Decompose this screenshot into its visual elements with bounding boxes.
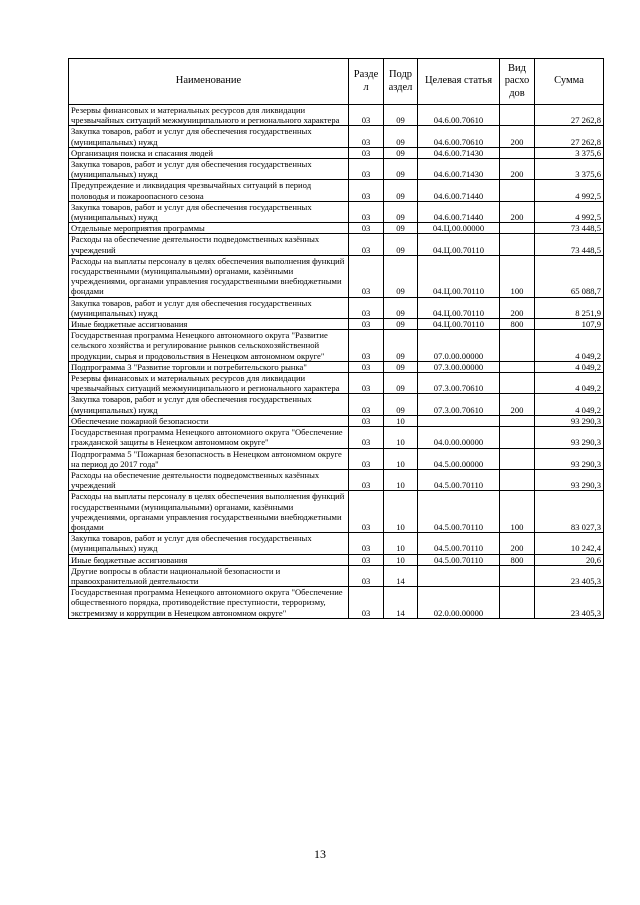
row-subsection: 14 [384, 587, 418, 619]
row-name: Государственная программа Ненецкого автономного округа "Обеспечение гражданской защиты в Ненецком автономном округе" [69, 427, 349, 448]
header-subsection: Подр аздел [384, 59, 418, 105]
row-subsection: 09 [384, 201, 418, 222]
page-number: 13 [314, 847, 326, 861]
row-target: 04.5.00.70110 [418, 491, 500, 533]
row-sum: 4 992,5 [535, 201, 604, 222]
row-expense-type [500, 587, 535, 619]
row-name: Расходы на выплаты персоналу в целях обеспечения выполнения функций государственными (муниципальными) органами, казёнными учреждениями, органами управления государственными внебюджетными фондами [69, 255, 349, 297]
table-row [69, 361, 604, 372]
table-row [69, 147, 604, 158]
row-section: 03 [349, 180, 384, 201]
row-sum: 27 262,8 [535, 126, 604, 147]
row-target: 07.3.00.70610 [418, 373, 500, 394]
row-expense-type: 200 [500, 297, 535, 318]
row-expense-type: 100 [500, 491, 535, 533]
row-subsection: 09 [384, 373, 418, 394]
row-sum: 4 049,2 [535, 373, 604, 394]
row-name: Расходы на обеспечение деятельности подведомственных казённых учреждений [69, 469, 349, 490]
row-sum: 4 049,2 [535, 361, 604, 372]
row-section: 03 [349, 126, 384, 147]
row-name: Закупка товаров, работ и услуг для обеспечения государственных (муниципальных) нужд [69, 159, 349, 180]
table-header [69, 59, 604, 105]
row-sum: 73 448,5 [535, 234, 604, 255]
row-subsection: 09 [384, 223, 418, 234]
row-section: 03 [349, 159, 384, 180]
row-section: 03 [349, 448, 384, 469]
row-subsection: 09 [384, 159, 418, 180]
row-section: 03 [349, 330, 384, 362]
row-expense-type: 200 [500, 394, 535, 415]
row-expense-type [500, 234, 535, 255]
row-name: Закупка товаров, работ и услуг для обеспечения государственных (муниципальных) нужд [69, 297, 349, 318]
row-subsection: 09 [384, 297, 418, 318]
table-row [69, 415, 604, 426]
row-section: 03 [349, 297, 384, 318]
row-subsection: 09 [384, 394, 418, 415]
row-target: 04.Ц.00.70110 [418, 297, 500, 318]
table-row [69, 223, 604, 234]
row-name: Организация поиска и спасания людей [69, 147, 349, 158]
table-row [69, 105, 604, 126]
row-section: 03 [349, 415, 384, 426]
row-subsection: 09 [384, 126, 418, 147]
row-target: 04.5.00.70110 [418, 554, 500, 565]
row-sum: 20,6 [535, 554, 604, 565]
row-subsection: 10 [384, 491, 418, 533]
row-expense-type: 200 [500, 126, 535, 147]
row-name: Обеспечение пожарной безопасности [69, 415, 349, 426]
row-section: 03 [349, 587, 384, 619]
row-target: 04.0.00.00000 [418, 427, 500, 448]
table-row [69, 330, 604, 362]
row-name: Закупка товаров, работ и услуг для обеспечения государственных (муниципальных) нужд [69, 201, 349, 222]
header-name: Наименование [69, 59, 349, 105]
row-subsection: 10 [384, 554, 418, 565]
table-row [69, 394, 604, 415]
row-sum: 4 049,2 [535, 330, 604, 362]
row-name: Подпрограмма 5 "Пожарная безопасность в Ненецком автономном округе на период до 2017 года" [69, 448, 349, 469]
row-name: Закупка товаров, работ и услуг для обеспечения государственных (муниципальных) нужд [69, 126, 349, 147]
budget-table [68, 58, 604, 619]
row-section: 03 [349, 223, 384, 234]
table-row [69, 180, 604, 201]
row-sum: 3 375,6 [535, 147, 604, 158]
row-sum: 93 290,3 [535, 469, 604, 490]
row-target: 04.6.00.70610 [418, 105, 500, 126]
row-name: Расходы на выплаты персоналу в целях обеспечения выполнения функций государственными (муниципальными) органами, казёнными учреждениями, органами управления государственными внебюджетными фондами [69, 491, 349, 533]
row-target: 07.0.00.00000 [418, 330, 500, 362]
row-section: 03 [349, 373, 384, 394]
row-section: 03 [349, 147, 384, 158]
table-row [69, 201, 604, 222]
row-target: 04.6.00.71430 [418, 159, 500, 180]
row-name: Закупка товаров, работ и услуг для обеспечения государственных (муниципальных) нужд [69, 394, 349, 415]
row-subsection: 09 [384, 105, 418, 126]
row-target: 04.Ц.00.70110 [418, 319, 500, 330]
row-sum: 83 027,3 [535, 491, 604, 533]
row-name: Иные бюджетные ассигнования [69, 554, 349, 565]
row-expense-type: 800 [500, 319, 535, 330]
table-row [69, 565, 604, 586]
row-sum: 93 290,3 [535, 448, 604, 469]
row-subsection: 10 [384, 469, 418, 490]
table-row [69, 297, 604, 318]
row-expense-type [500, 147, 535, 158]
row-expense-type [500, 415, 535, 426]
row-sum: 3 375,6 [535, 159, 604, 180]
row-name: Закупка товаров, работ и услуг для обеспечения государственных (муниципальных) нужд [69, 533, 349, 554]
row-subsection: 09 [384, 180, 418, 201]
row-section: 03 [349, 319, 384, 330]
row-expense-type [500, 105, 535, 126]
row-section: 03 [349, 491, 384, 533]
row-target: 04.Ц.00.00000 [418, 223, 500, 234]
row-subsection: 10 [384, 448, 418, 469]
row-expense-type: 800 [500, 554, 535, 565]
row-sum: 93 290,3 [535, 427, 604, 448]
row-sum: 23 405,3 [535, 565, 604, 586]
row-expense-type [500, 373, 535, 394]
table-row [69, 255, 604, 297]
row-sum: 4 992,5 [535, 180, 604, 201]
row-name: Расходы на обеспечение деятельности подведомственных казённых учреждений [69, 234, 349, 255]
row-expense-type [500, 330, 535, 362]
row-target: 04.5.00.00000 [418, 448, 500, 469]
row-target: 07.3.00.00000 [418, 361, 500, 372]
row-section: 03 [349, 554, 384, 565]
row-target: 04.5.00.70110 [418, 469, 500, 490]
row-sum: 8 251,9 [535, 297, 604, 318]
row-target [418, 415, 500, 426]
row-sum: 93 290,3 [535, 415, 604, 426]
row-target: 04.Ц.00.70110 [418, 234, 500, 255]
table-row [69, 554, 604, 565]
row-subsection: 09 [384, 147, 418, 158]
row-name: Отдельные мероприятия программы [69, 223, 349, 234]
row-section: 03 [349, 361, 384, 372]
row-section: 03 [349, 234, 384, 255]
row-subsection: 14 [384, 565, 418, 586]
row-name: Другие вопросы в области национальной безопасности и правоохранительной деятельности [69, 565, 349, 586]
table-row [69, 126, 604, 147]
row-subsection: 10 [384, 533, 418, 554]
row-target: 04.Ц.00.70110 [418, 255, 500, 297]
row-sum: 10 242,4 [535, 533, 604, 554]
row-target: 02.0.00.00000 [418, 587, 500, 619]
row-section: 03 [349, 427, 384, 448]
row-name: Подпрограмма 3 "Развитие торговли и потребительского рынка" [69, 361, 349, 372]
row-name: Резервы финансовых и материальных ресурсов для ликвидации чрезвычайных ситуаций межмуниципального и регионального характера [69, 373, 349, 394]
row-target: 04.6.00.70610 [418, 126, 500, 147]
table-row [69, 319, 604, 330]
row-expense-type [500, 565, 535, 586]
row-target: 04.6.00.71440 [418, 180, 500, 201]
row-name: Предупреждение и ликвидация чрезвычайных ситуаций в период половодья и пожароопасного сезона [69, 180, 349, 201]
row-target: 04.6.00.71440 [418, 201, 500, 222]
row-sum: 4 049,2 [535, 394, 604, 415]
row-expense-type: 100 [500, 255, 535, 297]
row-section: 03 [349, 565, 384, 586]
row-subsection: 09 [384, 361, 418, 372]
row-sum: 23 405,3 [535, 587, 604, 619]
table-row [69, 533, 604, 554]
row-target [418, 565, 500, 586]
row-target: 07.3.00.70610 [418, 394, 500, 415]
row-section: 03 [349, 394, 384, 415]
row-section: 03 [349, 469, 384, 490]
row-expense-type: 200 [500, 201, 535, 222]
table-row [69, 587, 604, 619]
row-section: 03 [349, 533, 384, 554]
table-row [69, 469, 604, 490]
row-expense-type [500, 361, 535, 372]
row-expense-type [500, 469, 535, 490]
row-expense-type: 200 [500, 533, 535, 554]
header-sum: Сумма [535, 59, 604, 105]
header-target: Целевая статья [418, 59, 500, 105]
table-row [69, 448, 604, 469]
header-section: Разде л [349, 59, 384, 105]
table-row [69, 491, 604, 533]
row-name: Резервы финансовых и материальных ресурсов для ликвидации чрезвычайных ситуаций межмуниципального и регионального характера [69, 105, 349, 126]
row-subsection: 10 [384, 415, 418, 426]
table-row [69, 159, 604, 180]
row-subsection: 09 [384, 330, 418, 362]
row-target: 04.5.00.70110 [418, 533, 500, 554]
row-name: Государственная программа Ненецкого автономного округа "Обеспечение общественного порядка, противодействие преступности, терроризму, экстремизму и коррупции в Ненецком автономном округе" [69, 587, 349, 619]
row-expense-type [500, 448, 535, 469]
row-section: 03 [349, 105, 384, 126]
row-sum: 107,9 [535, 319, 604, 330]
row-expense-type: 200 [500, 159, 535, 180]
row-expense-type [500, 180, 535, 201]
row-section: 03 [349, 201, 384, 222]
table-row [69, 373, 604, 394]
row-subsection: 09 [384, 255, 418, 297]
header-expense-type: Вид расхо дов [500, 59, 535, 105]
row-sum: 73 448,5 [535, 223, 604, 234]
row-target: 04.6.00.71430 [418, 147, 500, 158]
row-name: Иные бюджетные ассигнования [69, 319, 349, 330]
row-section: 03 [349, 255, 384, 297]
row-sum: 65 088,7 [535, 255, 604, 297]
row-sum: 27 262,8 [535, 105, 604, 126]
row-subsection: 10 [384, 427, 418, 448]
table-row [69, 234, 604, 255]
table-row [69, 427, 604, 448]
row-name: Государственная программа Ненецкого автономного округа "Развитие сельского хозяйства и регулирование рынков сельскохозяйственной продукции, сырья и продовольствия в Ненецком автономном округе" [69, 330, 349, 362]
row-subsection: 09 [384, 234, 418, 255]
row-expense-type [500, 427, 535, 448]
row-expense-type [500, 223, 535, 234]
row-subsection: 09 [384, 319, 418, 330]
